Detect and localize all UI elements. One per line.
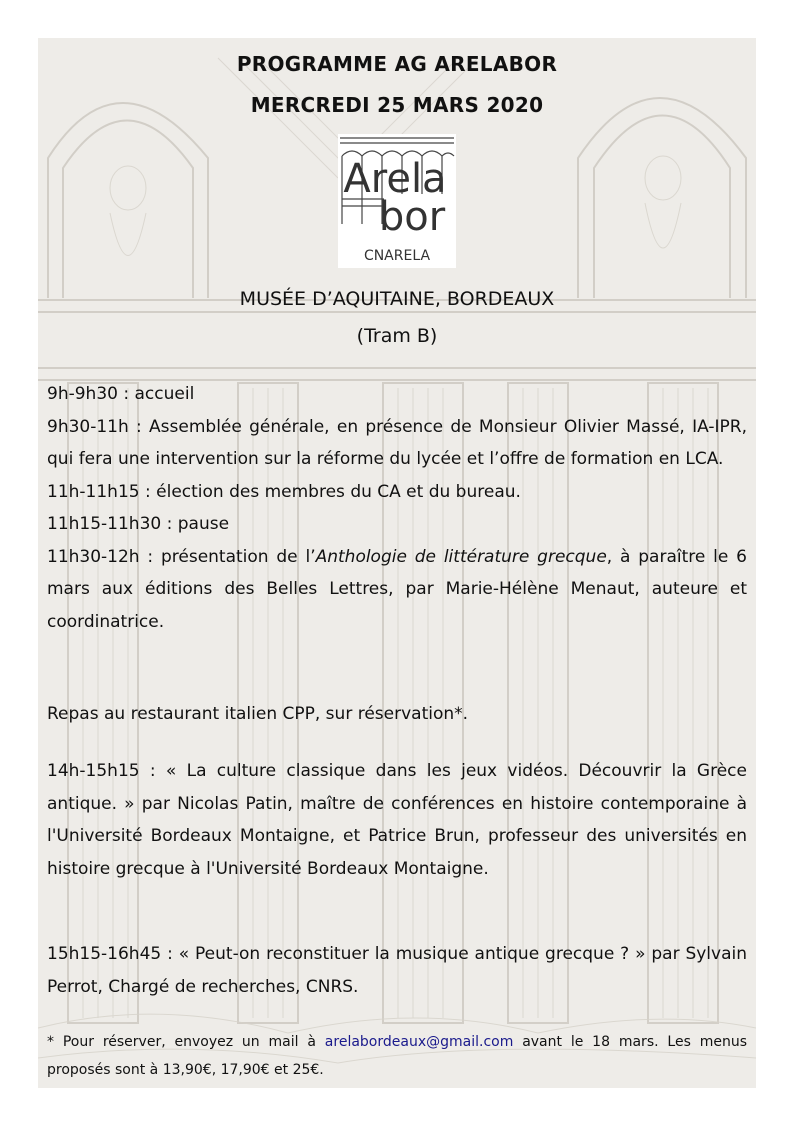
footnote-after: avant le 18 mars. Les menus proposés sont à 13,90€, 17,90€ et 25€.: [47, 1034, 748, 1078]
schedule-separator: :: [139, 546, 161, 567]
schedule-item: [47, 476, 747, 509]
logo-word-top: Arela: [343, 156, 447, 202]
schedule-text: présentation de l’: [160, 546, 316, 567]
schedule-item: [47, 411, 747, 476]
venue-transport: (Tram B): [356, 325, 438, 347]
schedule-item: [47, 541, 747, 639]
schedule-separator: :: [139, 761, 166, 781]
schedule-item: [47, 938, 747, 1003]
programme-date: MERCREDI 25 MARS 2020: [250, 93, 544, 117]
afternoon-talk-2: [47, 938, 747, 1003]
document-content: [38, 38, 756, 1088]
programme-title: PROGRAMME AG ARELABOR: [236, 52, 558, 76]
schedule-text: élection des membres du CA et du bureau.: [156, 481, 521, 502]
document-page: [38, 38, 756, 1088]
lunch-text: Repas au restaurant italien CPP, sur réservation*.: [47, 704, 469, 724]
footnote-text: [47, 1028, 747, 1084]
schedule-item: [47, 755, 747, 885]
schedule-item: [47, 378, 747, 411]
schedule-time: 11h-11h15: [47, 481, 140, 502]
schedule-time: 9h-9h30: [47, 384, 118, 404]
schedule-text: pause: [177, 514, 230, 534]
schedule-time: 14h-15h15: [47, 761, 140, 781]
schedule-time: 11h30-12h: [47, 546, 140, 567]
schedule-text: Assemblée générale, en présence de Monsieur Olivier Massé, IA-IPR, qui fera une intervention sur la réforme du lycée et l’offre de formation en LCA.: [47, 416, 747, 469]
morning-schedule: [47, 378, 747, 638]
schedule-separator: :: [128, 416, 150, 437]
schedule-text: , à paraître le 6 mars aux éditions des Belles Lettres, par Marie-Hélène Menaut, auteure et coordinatrice.: [47, 546, 747, 632]
venue-name: MUSÉE D’AQUITAINE, BORDEAUX: [239, 288, 555, 310]
schedule-separator: :: [117, 384, 135, 404]
logo-word-bottom: bor: [378, 194, 446, 240]
schedule-separator: :: [139, 481, 157, 502]
schedule-text: accueil: [134, 384, 195, 404]
book-title: Anthologie de littérature grecque: [315, 546, 607, 567]
schedule-text: « La culture classique dans les jeux vidéos. Découvrir la Grèce antique. » par Nicolas Patin, maître de conférences en histoire contemporaine à l'Université Bordeaux Montaigne, et Patrice Brun, professeur des universités en histoire grecque à l'Université Bordeaux Montaigne.: [47, 761, 747, 879]
schedule-time: 9h30-11h: [47, 416, 129, 437]
footnote-before: * Pour réserver, envoyez un mail à: [47, 1034, 325, 1050]
arelabor-logo: [332, 134, 462, 268]
reservation-footnote: [47, 1028, 747, 1084]
schedule-separator: :: [161, 514, 178, 534]
email-link[interactable]: arelabordeaux@gmail.com: [324, 1034, 514, 1050]
schedule-separator: :: [161, 944, 179, 964]
afternoon-talk-1: [47, 755, 747, 885]
schedule-time: 15h15-16h45: [47, 944, 162, 964]
schedule-time: 11h15-11h30: [47, 514, 162, 534]
logo-caption: CNARELA: [363, 248, 431, 264]
schedule-item: [47, 508, 747, 541]
schedule-text: « Peut-on reconstituer la musique antique grecque ? » par Sylvain Perrot, Chargé de recherches, CNRS.: [47, 944, 747, 997]
lunch-note: [47, 698, 747, 731]
